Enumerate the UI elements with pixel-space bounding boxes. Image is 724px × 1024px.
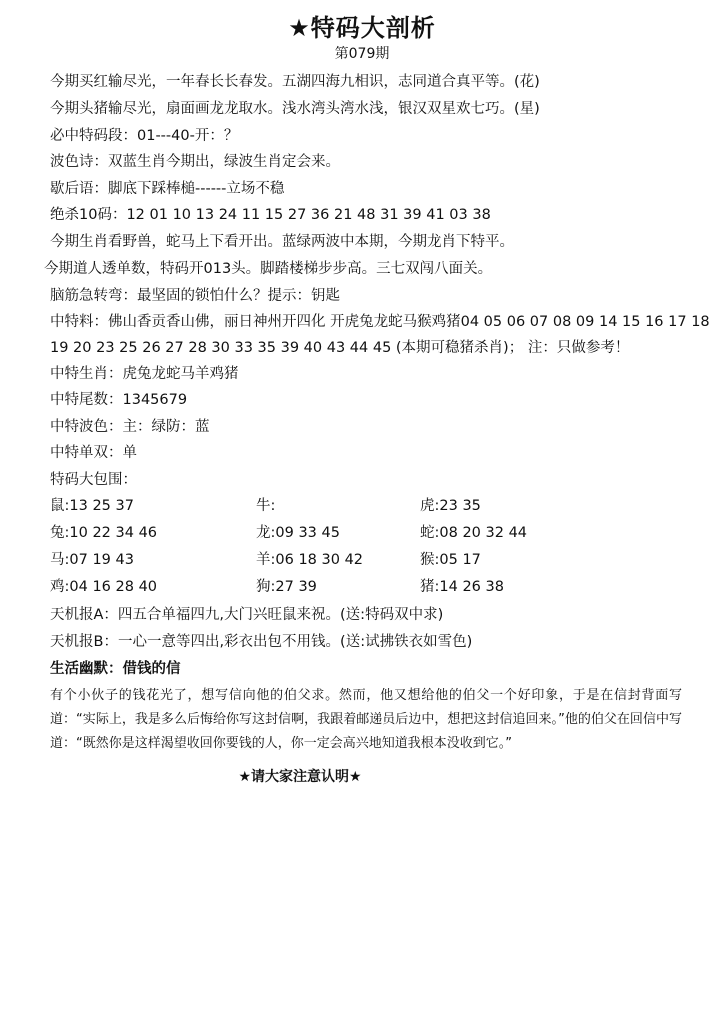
odd-hint: 今期道人透单数，特码开013头。脚踏楼梯步步高。三七双闯八面关。 <box>44 261 493 277</box>
animal-cell: 鼠:13 25 37 <box>50 498 134 514</box>
riddle: 脑筋急转弯：最坚固的锁怕什么？提示：钥匙 <box>50 288 340 304</box>
kill-ten-numbers: 绝杀10码：12 01 10 13 24 11 15 27 36 21 48 31 39 41 03 38 <box>50 207 491 223</box>
animal-cell: 兔:10 22 34 46 <box>50 525 158 541</box>
animal-row <box>50 494 690 521</box>
animal-row <box>50 521 690 548</box>
animal-cell: 虎:23 35 <box>420 498 481 514</box>
animal-row <box>50 548 690 575</box>
animal-cell: 鸡:04 16 28 40 <box>50 579 158 595</box>
animal-cell: 马:07 19 43 <box>50 552 134 568</box>
humor-story: 有个小伙子的钱花光了，想写信向他的伯父求。然而，他又想给他的伯父一个好印象，于是在信封背面写道：“实际上，我是多么后悔给你写这封信啊，我跟着邮递员后边中，想把这封信追回来。”他的伯父在回信中写道：“既然你是这样渴望收回你要钱的人，你一定会高兴地知道我根本没收到它。” <box>50 688 682 751</box>
animal-cell: 牛: <box>256 498 276 514</box>
zodiac-hint: 今期生肖看野兽，蛇马上下看开出。蓝绿两波中本期，今期龙肖下特平。 <box>50 234 514 250</box>
page-title: ★特码大剖析 <box>288 14 436 42</box>
special-tail: 中特尾数：1345679 <box>50 392 188 408</box>
life-humor-title: 生活幽默：借钱的信 <box>50 661 181 677</box>
animal-cell: 猴:05 17 <box>420 552 481 568</box>
animal-number-grid <box>50 494 690 602</box>
poem-line-2: 今期头猪输尽光，扇面画龙龙取水。浅水湾头湾水浅，银汉双星欢七巧。(星) <box>50 101 540 117</box>
must-hit-segment: 必中特码段：01---40-开：？ <box>50 128 239 144</box>
footer-notice: ★请大家注意认明★ <box>238 769 362 785</box>
animal-row <box>50 575 690 602</box>
package-title: 特码大包围： <box>50 472 137 488</box>
animal-cell: 蛇:08 20 32 44 <box>420 525 528 541</box>
special-material-1: 中特料：佛山香贡香山佛，丽日神州开四化 开虎兔龙蛇马猴鸡猪04 05 06 07 08 09 14 15 16 17 18 <box>50 314 710 330</box>
animal-cell: 龙:09 33 45 <box>256 525 340 541</box>
poem-line-1: 今期买红输尽光，一年春长长春发。五湖四海九相识，志同道合真平等。(花) <box>50 74 540 90</box>
issue-number: 第079期 <box>334 46 390 62</box>
special-zodiac: 中特生肖：虎兔龙蛇马羊鸡猪 <box>50 366 239 382</box>
animal-cell: 羊:06 18 30 42 <box>256 552 364 568</box>
special-odd-even: 中特单双：单 <box>50 445 137 461</box>
animal-cell: 猪:14 26 38 <box>420 579 504 595</box>
animal-cell: 狗:27 39 <box>256 579 317 595</box>
xiehouyu: 歇后语：脚底下踩棒槌------立场不稳 <box>50 181 285 197</box>
special-material-2: 19 20 23 25 26 27 28 30 33 35 39 40 43 44 45 (本期可稳猪杀肖)； 注：只做参考！ <box>50 340 630 356</box>
tianji-report-b: 天机报B：一心一意等四出,彩衣出包不用钱。(送:试拂铁衣如雪色) <box>50 634 473 650</box>
special-wave: 中特波色：主：绿防：蓝 <box>50 419 210 435</box>
wave-poem: 波色诗：双蓝生肖今期出，绿波生肖定会来。 <box>50 154 340 170</box>
tianji-report-a: 天机报A：四五合单福四九,大门兴旺鼠来祝。(送:特码双中求) <box>50 607 444 623</box>
